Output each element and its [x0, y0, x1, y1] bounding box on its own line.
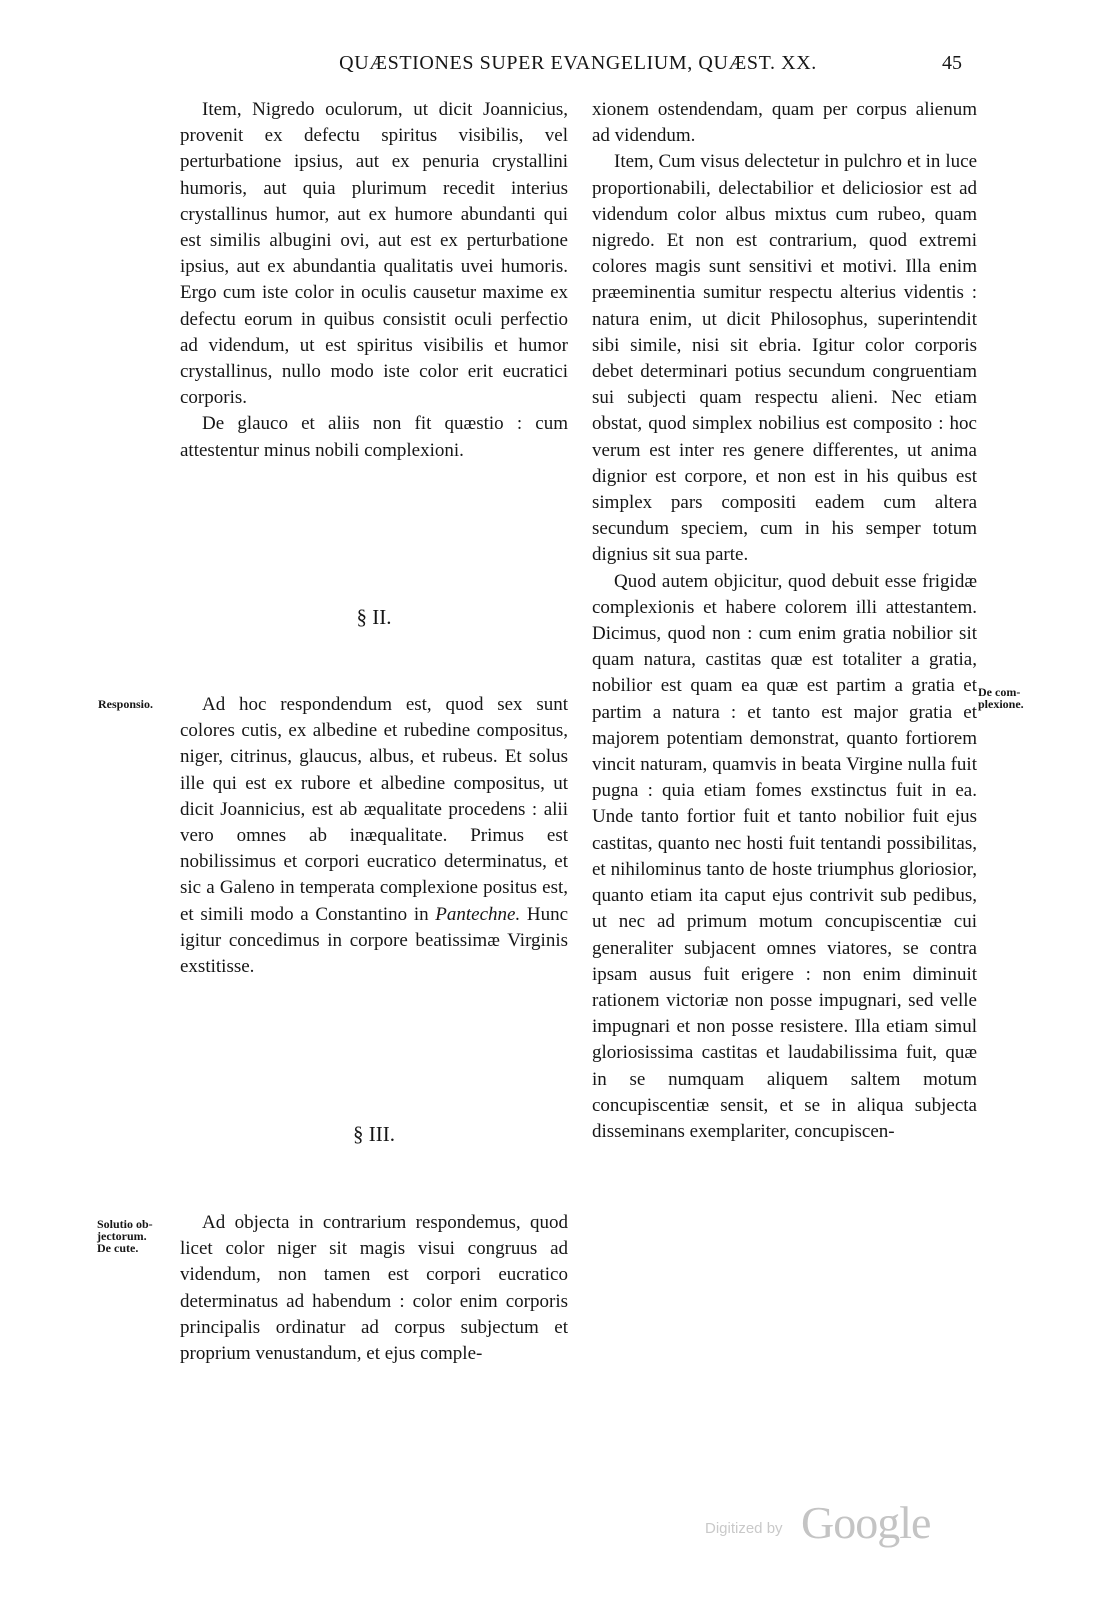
margin-note-de-complexione: De com- plexione.	[978, 685, 1024, 711]
google-logo: Google	[801, 1497, 931, 1548]
section-3-text: Ad objecta in contrarium respondemus, quod licet color niger sit magis visui congruus ad videndum, non tamen est corpori eucratico determinatus ad habendum : color enim corporis principalis ordinatur ad corpus subjectum et proprium venustandum, et ejus comple-	[180, 1212, 568, 1365]
left-paragraph-2: De glauco et aliis non fit quæstio : cum attestentur minus nobili complexioni.	[180, 413, 568, 461]
right-paragraph-2: Item, Cum visus delectetur in pulchro et in luce proportionabili, delectabilior et deliciosior est ad videndum color albus mixtus cum rubeo, quam nigredo. Et non est contrarium, quod extremi colores magis sunt sensitivi et motivi. Illa enim præeminentia sumitur respectu alterius videntis : natura enim, ut dicit Philosophus, superintendit sibi simile, nisi sit ebria. Igitur color corporis debet determinari potius secundum congruentiam sui subjecti quam respectu alieni. Nec etiam obstat, quod simplex nobilius est composito : hoc verum est inter res genere differentes, ut anima dignior est corpore, et non est in his quibus est simplex pars compositi eadem cum altera secundum speciem, cum in his semper totum dignius sit sua parte.	[592, 151, 977, 566]
section-heading-2: § II.	[356, 605, 392, 629]
section-3-body	[180, 1210, 568, 1367]
margin-note-responsio: Responsio.	[98, 697, 154, 711]
page-number: 45	[942, 52, 962, 74]
section-2-text-a: Ad hoc respondendum est, quod sex sunt colores cutis, ex albedine et rubedine compositus, niger, citrinus, glaucus, albus, et rubeus. Et solus ille qui est ex rubore et albedine compositus, ut dicit Joannicius, est ab æqualitate procedens : alii vero omnes ab inæqualitate. Primus est nobilissimus et corpori eucratico determinatus, et sic a Galeno in temperata complexione positus est, et simili modo a Constantino in	[180, 694, 568, 925]
section-heading-3: § III.	[353, 1122, 395, 1146]
right-paragraph-3: Quod autem objicitur, quod debuit esse frigidæ complexionis et habere colorem illi attestantem. Dicimus, quod non : cum enim gratia nobilior sit quam natura, castitas quæ est totaliter a gratia, nobilior est quam ea quæ est partim a gratia et partim a natura : et tanto est major gratia et majorem potentiam demonstrat, quanto fortiorem vincit naturam, quamvis in beata Virgine nulla fuit pugna : quia etiam fomes exstinctus fuit in ea. Unde tanto fortior fuit et tanto nobilior fuit ejus castitas, quanto nec hosti fuit tentandi possibilitas, et nihilominus tanto de hoste triumphus gloriosior, quanto etiam ita caput ejus contrivit sub pedibus, ut nec ad primum motum concupiscentiæ cui generaliter subjacent omnes viatores, se contra ipsam ausus fuit erigere : non enim diminuit rationem victoriæ non posse impugnari, sed velle impugnari et non posse resistere. Illa etiam simul gloriosissima castitas et laudabilissima fuit, quæ in se numquam aliquem saltem motum concupiscentiæ sensit, et se in aliqua subjecta disseminans exemplariter, concupiscen-	[592, 570, 977, 1142]
running-title: QUÆSTIONES SUPER EVANGELIUM, QUÆST. XX.	[339, 52, 817, 74]
digitized-by-text: Digitized by	[705, 1520, 783, 1537]
section-2-body	[180, 692, 568, 980]
right-paragraph-1: xionem ostendendam, quam per corpus alienum ad videndum.	[592, 99, 977, 147]
left-column-intro	[180, 97, 568, 464]
right-column	[592, 97, 977, 1145]
left-paragraph-1: Item, Nigredo oculorum, ut dicit Joannicius, provenit ex defectu spiritus visibilis, vel perturbatione ipsius, aut ex penuria crystallini humoris, aut quia plurimum recedit interius crystallinus humor, aut ex humore abundanti qui est similis albugini ovi, aut est ex perturbatione ipsius, aut ex abundantia qualitatis uvei humoris. Ergo cum iste color in oculis causetur maxime ex defectu eorum in quibus consistit oculi perfectio ad videndum, ut est spiritus visibilis et humor crystallinus, nullo modo iste color erit eucratici corporis.	[180, 99, 568, 409]
section-2-italic: Pantechne.	[435, 903, 521, 925]
section-2-text-b: Hunc igitur concedimus in corpore beatissimæ Virginis exstitisse.	[180, 903, 569, 978]
page-header	[0, 52, 1105, 82]
margin-note-solutio: Solutio ob- jectorum. De cute.	[97, 1217, 153, 1255]
